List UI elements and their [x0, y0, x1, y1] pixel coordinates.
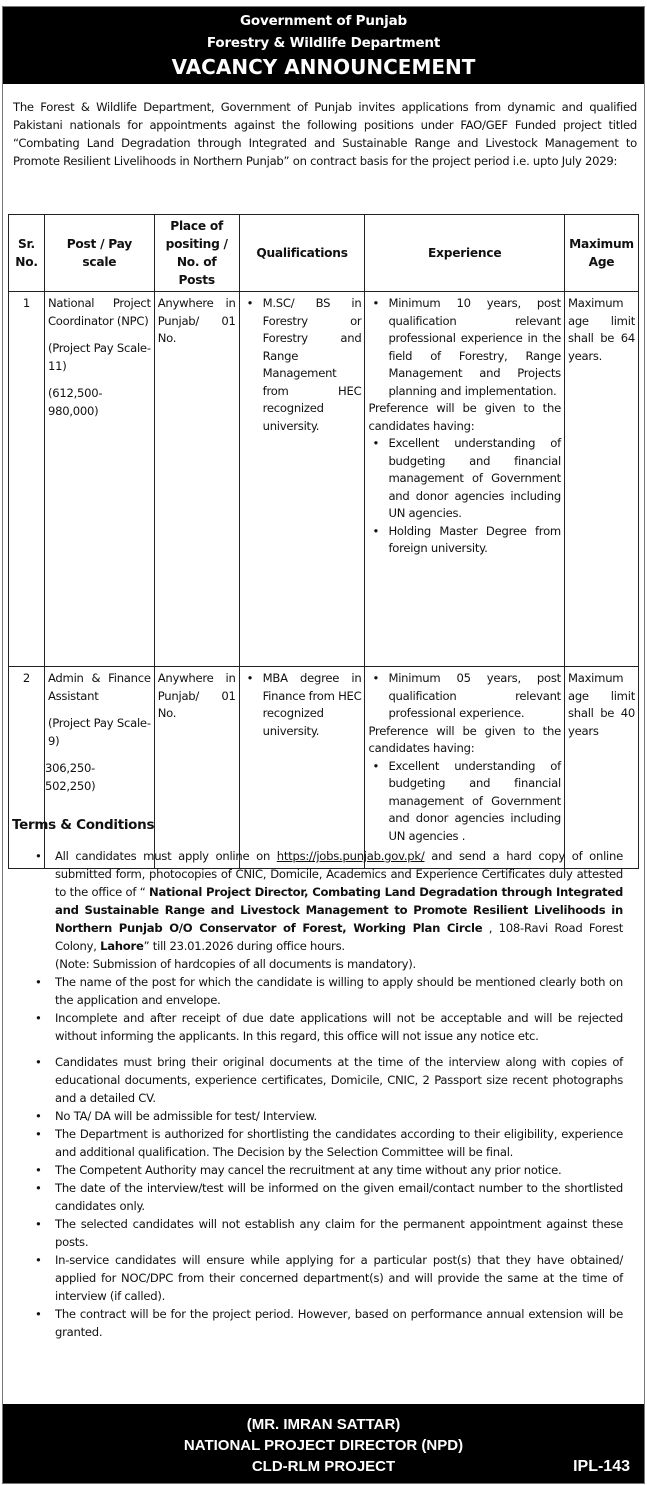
sr-no: 2	[9, 667, 45, 869]
vacancy-table	[8, 214, 639, 869]
department-name: Forestry & Wildlife Department	[206, 35, 441, 51]
preference-item: • Excellent understanding of budgeting and financial management of Government and donor agencies including UN agencies .	[368, 758, 561, 846]
header-experience: Experience	[365, 215, 565, 292]
terms-item: • The selected candidates will not establish any claim for the permanent appointment against these posts.	[33, 1215, 623, 1251]
intro-paragraph: The Forest & Wildlife Department, Government of Punjab invites applications from dynamic and qualified Pakistani nationals for appointments against the following positions under FAO/GEF Funded project titled “Combating Land Degradation through Integrated and Sustainable Range and Livestock Management to Promote Resilient Livelihoods in Northern Punjab” on contract basis for the project period i.e. upto July 2029:	[13, 100, 637, 168]
experience-cell	[365, 292, 565, 667]
table-header-row	[9, 215, 639, 292]
qualification-cell	[239, 667, 365, 869]
pay-scale: (Project Pay Scale-9)	[47, 716, 151, 748]
post-cell	[44, 667, 154, 869]
terms-item: • Incomplete and after receipt of due date applications will not be acceptable and will be rejected without informing the applicants. In this regard, this office will not issue any notice etc.	[33, 1009, 623, 1045]
terms-item: • All candidates must apply online on https://jobs.punjab.gov.pk/ and send a hard copy of online submitted form, photocopies of CNIC, Domicile, Academics and Experience Certificates duly attested to the office of “ National Project Director, Combating Land Degradation through Integrated and Sustainable Range and Livestock Management to Promote Resilient Livelihoods in Northern Punjab O/O Conservator of Forest, Working Plan Circle , 108-Ravi Road Forest Colony, Lahore” till 23.01.2026 during office hours. (Note: Submission of hardcopies of all documents is mandatory).	[33, 847, 623, 973]
terms-item: • The date of the interview/test will be informed on the given email/contact number to the shortlisted candidates only.	[33, 1179, 623, 1215]
pay-range: 306,250-502,250)	[44, 761, 96, 793]
post-title: National Project Coordinator (NPC)	[47, 296, 151, 328]
terms-item: • The Department is authorized for shortlisting the candidates according to their eligibility, experience and additional qualification. The Decision by the Selection Committee will be final.	[33, 1125, 623, 1161]
experience-main: • Minimum 05 years, post qualification relevant professional experience.	[368, 670, 561, 723]
terms-item: • In-service candidates will ensure while applying for a particular post(s) that they have obtained/ applied for NOC/DPC from their concerned department(s) and will provide the same at the time of interview (if called).	[33, 1251, 623, 1305]
pay-scale: (Project Pay Scale-11)	[47, 341, 151, 373]
experience-main: • Minimum 10 years, post qualification relevant professional experience in the field of Forestry, Range Management and Projects planning and implementation.	[368, 295, 561, 400]
announcement-title: VACANCY ANNOUNCEMENT	[171, 55, 476, 79]
pay-range: (612,500-980,000)	[47, 386, 103, 418]
terms-title: Terms & Conditions	[12, 817, 155, 833]
preference-intro: Preference will be given to the candidates having:	[368, 723, 561, 755]
qualification-cell	[239, 292, 365, 667]
qualification-item: • M.SC/ BS in Forestry or Forestry and Range Management from HEC recognized university.	[243, 295, 362, 435]
place-of-positing: Anywhere in Punjab/ 01 No.	[154, 292, 239, 667]
place-of-positing: Anywhere in Punjab/ 01 No.	[154, 667, 239, 869]
maximum-age: Maximum age limit shall be 40 years	[564, 667, 638, 869]
post-title: Admin & Finance Assistant	[47, 671, 151, 703]
header-band	[3, 7, 644, 84]
post-cell	[44, 292, 154, 667]
project-name: CLD-RLM PROJECT	[251, 1458, 396, 1475]
terms-item: • No TA/ DA will be admissible for test/ Interview.	[33, 1107, 623, 1125]
preference-item: • Excellent understanding of budgeting and financial management of Government and donor agencies including UN agencies.	[368, 435, 561, 523]
hardcopy-note: (Note: Submission of hardcopies of all documents is mandatory).	[55, 957, 416, 971]
table-row	[9, 292, 639, 667]
preference-intro: Preference will be given to the candidates having:	[368, 401, 561, 433]
header-post-pay-scale: Post / Pay scale	[44, 215, 154, 292]
maximum-age: Maximum age limit shall be 64 years.	[564, 292, 638, 667]
header-maximum-age: Maximum Age	[564, 215, 638, 292]
preference-item: • Holding Master Degree from foreign university.	[368, 523, 561, 558]
signatory-name: (MR. IMRAN SATTAR)	[246, 1416, 401, 1433]
footer-band	[3, 1404, 644, 1483]
header-place-of-positing: Place of positing / No. of Posts	[154, 215, 239, 292]
terms-item: • The name of the post for which the candidate is willing to apply should be mentioned clearly both on the application and envelope.	[33, 973, 623, 1009]
signatory-designation: NATIONAL PROJECT DIRECTOR (NPD)	[183, 1437, 464, 1454]
terms-item: • The contract will be for the project period. However, based on performance annual extension will be granted.	[33, 1305, 623, 1341]
sr-no: 1	[9, 292, 45, 667]
header-qualifications: Qualifications	[239, 215, 365, 292]
jobs-portal-link[interactable]: https://jobs.punjab.gov.pk/	[276, 849, 425, 863]
office-address: National Project Director, Combating Land Degradation through Integrated and Sustainable Range and Livestock Management to Promote Resilient Livelihoods in Northern Punjab O/O Conservator of Forest, Working Plan Circle	[55, 885, 624, 935]
terms-item: • The Competent Authority may cancel the recruitment at any time without any prior notice.	[33, 1161, 623, 1179]
qualification-item: • MBA degree in Finance from HEC recognized university.	[243, 670, 362, 740]
vacancy-announcement-page	[2, 6, 645, 1484]
table-row	[9, 667, 639, 869]
terms-item: • Candidates must bring their original documents at the time of the interview along with copies of educational documents, experience certificates, Domicile, CNIC, 2 Passport size recent photographs and a detailed CV.	[33, 1053, 623, 1107]
deadline: ” till 23.01.2026 during office hours.	[143, 939, 345, 953]
government-name: Government of Punjab	[240, 13, 407, 29]
ad-code: IPL-143	[573, 1458, 630, 1475]
experience-cell	[365, 667, 565, 869]
terms-list	[33, 847, 623, 1341]
header-sr-no: Sr. No.	[9, 215, 45, 292]
